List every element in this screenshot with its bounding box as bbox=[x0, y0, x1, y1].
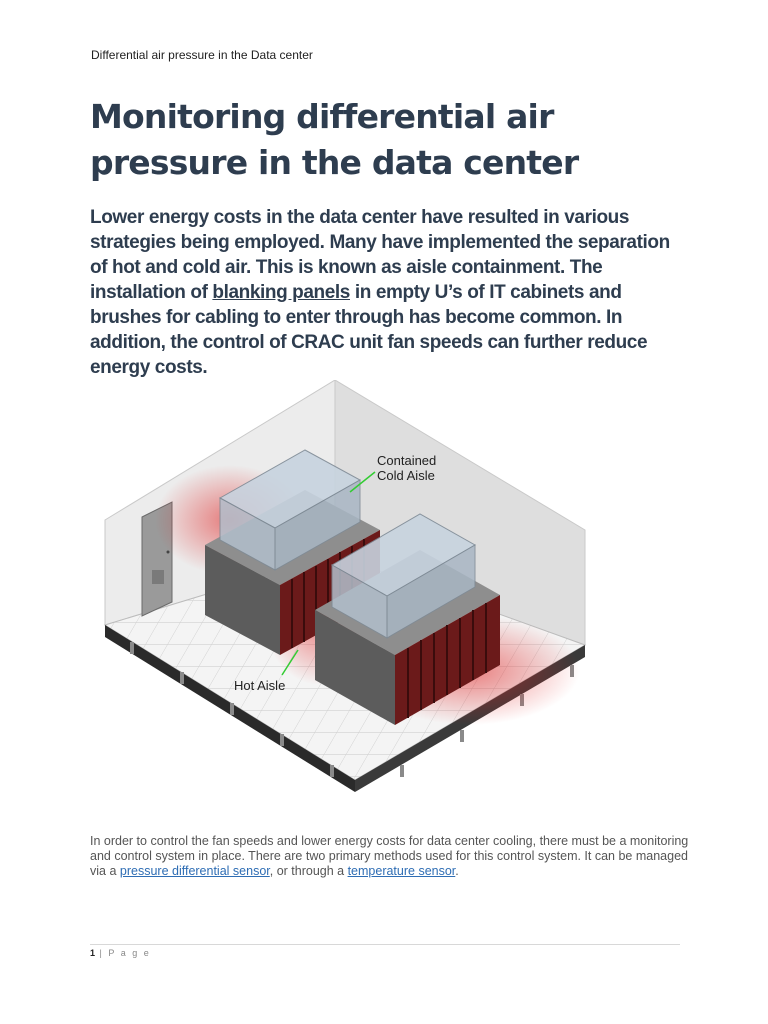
intro-text-start: Lower energy costs in the data center have resulted in various strategies being employed. Many have implemented the separation of hot and cold air. This is known as aisle containment. The installation of bbox=[90, 207, 670, 303]
page-label: P a g e bbox=[108, 948, 151, 958]
aisle-containment-illustration bbox=[100, 380, 590, 805]
hot-aisle-callout: Hot Aisle bbox=[234, 678, 286, 693]
body-text-middle: , or through a bbox=[269, 864, 348, 878]
intro-text-end: in empty U’s of IT cabinets and brushes for cabling to enter through has become common. In addition, the control of CRAC unit fan speeds can further reduce energy costs. bbox=[90, 282, 648, 378]
page-title: Monitoring differential air pressure in the data center bbox=[90, 97, 579, 182]
running-header: Differential air pressure in the Data center bbox=[91, 48, 313, 62]
page-footer: 1 | P a g e bbox=[90, 948, 151, 958]
body-paragraph bbox=[90, 834, 690, 879]
pressure-sensor-link[interactable]: pressure differential sensor bbox=[119, 864, 270, 878]
blanking-panels-link[interactable]: blanking panels bbox=[212, 282, 350, 303]
body-text-end: . bbox=[455, 864, 459, 878]
page-number: 1 bbox=[90, 948, 96, 958]
footer-divider bbox=[90, 944, 680, 945]
intro-paragraph bbox=[90, 205, 690, 380]
contained-callout-line-2: Cold Aisle bbox=[377, 468, 435, 483]
body-text-start: In order to control the fan speeds and lower energy costs for data center cooling, there must be a monitoring and control system in place. There are two primary methods used for this control system. It can be managed via a bbox=[90, 834, 689, 878]
contained-callout-line-1: Contained bbox=[377, 453, 437, 468]
temperature-sensor-link[interactable]: temperature sensor bbox=[347, 864, 456, 878]
